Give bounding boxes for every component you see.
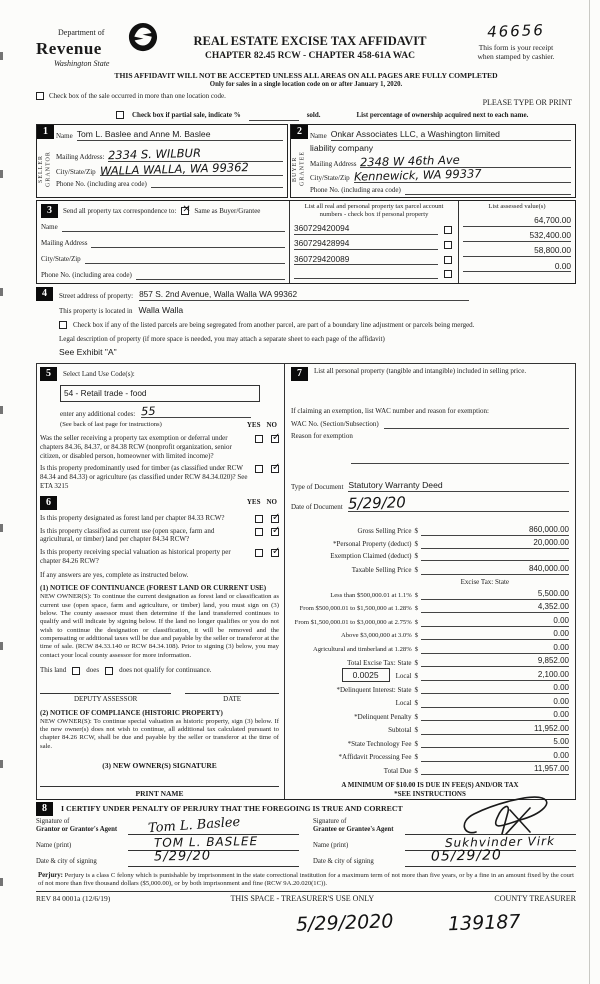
section-3 — [36, 200, 576, 284]
dollar-sign: $ — [414, 726, 418, 734]
grantor-label: GRANTOR — [45, 151, 52, 188]
seller-mailing-value: 2334 S. WILBUR — [108, 145, 202, 163]
treasurer-stamp-date: 5/29/2020 — [295, 910, 394, 937]
form-header — [36, 20, 576, 69]
located-in-value[interactable]: Walla Walla — [138, 305, 184, 316]
land-use-title: Select Land Use Code(s): — [63, 369, 135, 378]
assessed-value: 532,400.00 — [529, 230, 571, 241]
handwritten-receipt-number: 46656 — [486, 20, 546, 42]
grantor-signature-block — [36, 815, 299, 867]
tax-amount-field[interactable] — [421, 552, 569, 562]
type-of-document-label: Type of Document — [291, 483, 344, 492]
dor-logo-block — [36, 20, 164, 69]
tax-row-label: Taxable Selling Price — [351, 565, 412, 574]
partial-sale-row — [116, 111, 576, 121]
buyer-mailing-value: 2348 W 46th Ave — [360, 152, 461, 170]
s3-phone-label: Phone No. (including area code) — [41, 271, 132, 280]
question-row — [40, 464, 279, 490]
s3-mailing-field[interactable] — [91, 238, 285, 248]
please-type-label: PLEASE TYPE OR PRINT — [482, 98, 572, 108]
dollar-sign: $ — [414, 672, 418, 680]
form-title: REAL ESTATE EXCISE TAX AFFIDAVIT — [193, 34, 427, 48]
checkmark-icon: ✓ — [272, 462, 281, 474]
local-rate-box[interactable]: 0.0025 — [342, 668, 390, 682]
washington-state-label: Washington State — [54, 59, 110, 69]
buyer-label: BUYER — [292, 156, 298, 182]
s3-mailing-label: Mailing Address — [41, 239, 88, 248]
additional-codes-label: enter any additional codes: — [60, 409, 136, 418]
dollar-sign: $ — [414, 712, 418, 721]
exemption-note: If claiming an exemption, list WAC number and reason for exemption: — [291, 407, 489, 416]
segregated-checkbox[interactable] — [59, 321, 67, 329]
date-of-document-label: Date of Document — [291, 503, 343, 512]
s5-q1-yes-checkbox[interactable] — [255, 435, 263, 443]
tax-amount-field[interactable]: 0.00 — [421, 710, 569, 721]
date-of-document-value: 5/29/20 — [347, 493, 406, 513]
scan-artifact — [589, 0, 590, 984]
dollar-sign: $ — [414, 540, 418, 549]
parties-band — [36, 124, 576, 198]
tax-row-label: *Delinquent Penalty — [354, 712, 412, 721]
minimum-fee-note: A MINIMUM OF $10.00 IS DUE IN FEE(S) AND/OR TAX — [341, 781, 519, 790]
buyer-mailing-label: Mailing Address — [310, 159, 357, 168]
perjury-text — [36, 871, 576, 893]
treasurer-stamps — [36, 912, 576, 936]
buyer-fields — [308, 125, 575, 197]
assessed-value: 58,800.00 — [534, 245, 571, 256]
multi-location-label: Check box of the sale occurred in more than one location code. — [49, 92, 226, 101]
no-header: NO — [266, 421, 277, 430]
land-use-code-select[interactable]: 54 - Retail trade - food — [60, 385, 260, 401]
seller-label: SELLER — [38, 155, 44, 184]
header-row-1 — [36, 92, 576, 108]
does-not-checkbox[interactable] — [105, 667, 113, 675]
type-of-document-field[interactable] — [348, 480, 569, 492]
tax-amount-field[interactable]: 840,000.00 — [421, 564, 569, 575]
assessed-value-field[interactable] — [463, 245, 571, 257]
grantee-sig-label-1: Signature of — [313, 817, 347, 825]
tax-row-label: *Affidavit Processing Fee — [338, 753, 412, 761]
section-4-number: 4 — [36, 287, 53, 301]
grantor-date-field[interactable] — [128, 848, 299, 867]
this-land-row — [40, 666, 279, 675]
tax-amount-field[interactable]: 11,957.00 — [421, 764, 569, 775]
deputy-date-line[interactable]: DATE — [185, 693, 279, 704]
print-name-heading: PRINT NAME — [135, 789, 184, 799]
seller-name-label: Name — [56, 132, 73, 141]
s5-q1-no-checkbox[interactable] — [271, 432, 281, 444]
street-address-label: Street address of property: — [59, 292, 134, 301]
tax-row-label: Local — [395, 672, 412, 680]
tax-row-label: *Personal Property (deduct) — [332, 540, 412, 549]
tax-row-label: *Delinquent Interest: State — [336, 685, 412, 694]
dollar-sign: $ — [414, 526, 418, 535]
tax-amount-field[interactable]: 11,952.00 — [421, 724, 569, 735]
section-8 — [36, 799, 576, 893]
title-block — [164, 20, 456, 63]
section-1-number: 1 — [37, 125, 54, 139]
checkmark-icon: ✓ — [272, 432, 281, 444]
scan-artifact — [0, 0, 3, 984]
send-correspondence-label: Send all property tax correspondence to: — [63, 206, 177, 215]
does-label: does — [86, 666, 100, 675]
right-column — [285, 364, 575, 799]
personal-property-title: List all personal property (tangible and intangible) included in selling price. — [314, 367, 527, 376]
yes-header: YES — [246, 421, 261, 430]
section-3-left — [37, 201, 289, 283]
revenue-label: Revenue — [36, 39, 102, 58]
buyer-name-value-2: liability company — [310, 142, 374, 153]
receipt-block — [456, 20, 576, 62]
main-columns — [36, 363, 576, 799]
checkmark-icon: ✓ — [272, 546, 281, 558]
grantee-name-value: Sukhvinder Virk — [444, 833, 556, 850]
tax-amount-field[interactable]: 0.00 — [421, 629, 569, 640]
s5-q2-text: Is this property predominantly used for timber (as classified under RCW 84.34 and 84.33) or agriculture (as classified under RCW 84.34.020)? See ETA 3215 — [40, 464, 248, 490]
s6-q2-no-checkbox[interactable] — [271, 524, 281, 536]
parcel-personal-checkbox[interactable] — [444, 256, 452, 264]
grantee-signature-scribble — [446, 792, 566, 841]
tax-amount-field[interactable]: 0.00 — [421, 751, 569, 762]
legal-description-label: Legal description of property (if more space is needed, you may attach a separate sheet to each page of the affidavit) — [59, 334, 385, 343]
dollar-sign: $ — [414, 685, 418, 694]
receipt-note-line2: when stamped by cashier. — [477, 52, 555, 62]
s5-q2-no-checkbox[interactable] — [271, 462, 281, 474]
tax-row-label: *State Technology Fee — [347, 739, 412, 748]
grantor-date-label: Date & city of signing — [36, 858, 97, 866]
perjury-body: Perjury is a class C felony which is punishable by imprisonment in the state correctional institution for a maximum term of not more than five years, or by a fine in an amount fixed by the court of not more than five thousand dollars ($5,000.00), or by both imprisonment and fine (RCW 9A.20.020(1C)). — [38, 871, 574, 888]
see-instructions-note: *SEE INSTRUCTIONS — [394, 790, 466, 798]
perjury-lead: Perjury: — [38, 871, 63, 879]
dollar-sign: $ — [414, 605, 418, 613]
parcel-number-field[interactable] — [294, 269, 438, 279]
section-7-number: 7 — [291, 367, 308, 381]
buyer-side — [291, 125, 308, 197]
s6-q1-text: Is this property designated as forest land per chapter 84.33 RCW? — [40, 513, 225, 522]
seller-city-label: City/State/Zip — [56, 167, 96, 176]
buyer-grantee-label — [292, 143, 307, 195]
partial-sale-suffix: sold. — [306, 111, 321, 120]
tax-row-label: Gross Selling Price — [357, 526, 412, 535]
legal-description-value[interactable]: See Exhibit "A" — [59, 347, 117, 358]
x-mark-icon: ✕ — [182, 204, 191, 216]
tax-amount-field[interactable]: 5.00 — [421, 737, 569, 748]
dollar-sign: $ — [414, 632, 418, 640]
tax-amount-field[interactable]: 4,352.00 — [421, 602, 569, 613]
dollar-sign: $ — [414, 565, 418, 574]
dollar-sign: $ — [414, 658, 418, 667]
parcel-row — [294, 254, 454, 266]
parcel-personal-checkbox[interactable] — [444, 226, 452, 234]
tax-amount-field[interactable]: 860,000.00 — [421, 525, 569, 536]
s6-q1-yes-checkbox[interactable] — [255, 515, 263, 523]
parcel-row — [294, 238, 454, 250]
question-row — [40, 524, 281, 545]
treasurer-space-label: THIS SPACE - TREASURER'S USE ONLY — [230, 894, 375, 904]
no-header: NO — [266, 498, 277, 507]
question-row — [40, 548, 279, 566]
assessed-value-header: List assessed value(s) — [488, 203, 546, 211]
s6-q1-no-checkbox[interactable] — [271, 511, 281, 523]
buyer-phone-label: Phone No. (including area code) — [310, 186, 401, 195]
notice1-title: (1) NOTICE OF CONTINUANCE (FOREST LAND OR CURRENT USE) — [40, 584, 267, 593]
grantee-date-field[interactable] — [405, 847, 576, 867]
receipt-note-line1: This form is your receipt — [478, 42, 554, 52]
dept-of-label: Department of — [58, 28, 105, 37]
certify-statement: I CERTIFY UNDER PENALTY OF PERJURY THAT THE FOREGOING IS TRUE AND CORRECT — [61, 803, 403, 813]
deputy-assessor-row — [40, 693, 279, 704]
tax-row-label: From $1,500,000.01 to $3,000,000 at 2.75% — [294, 618, 412, 626]
rev-number: REV 84 0001a (12/6/19) — [36, 894, 111, 904]
tax-row-label: Subtotal — [388, 726, 412, 734]
parcel-personal-checkbox[interactable] — [444, 241, 452, 249]
same-as-label: Same as Buyer/Grantee — [194, 206, 261, 215]
parcel-number-field[interactable] — [294, 254, 438, 266]
tax-amount-field[interactable]: 2,100.00 — [421, 670, 569, 681]
s3-city-field[interactable] — [85, 254, 285, 264]
this-land-label: This land — [40, 666, 67, 675]
wac-number-label: WAC No. (Section/Subsection) — [291, 420, 379, 429]
tax-row-label: Less than $500,000.01 at 1.1% — [330, 591, 412, 599]
new-owner-signature-line[interactable] — [40, 786, 279, 787]
left-column — [37, 364, 285, 799]
new-owner-signature-heading: (3) NEW OWNER(S) SIGNATURE — [102, 761, 217, 770]
buyer-name-label: Name — [310, 132, 327, 141]
assessed-value-field[interactable] — [463, 261, 571, 273]
dollar-sign: $ — [414, 552, 418, 561]
question-row — [40, 511, 281, 523]
additional-codes-value: 55 — [141, 403, 157, 418]
buyer-name-value-1: Onkar Associates LLC, a Washington limited — [330, 129, 500, 140]
parcel-number: 360729428994 — [294, 238, 350, 249]
form-footer — [36, 894, 576, 904]
tax-amount-field[interactable]: 0.00 — [421, 643, 569, 654]
yes-header: YES — [246, 498, 261, 507]
grantee-date-value: 05/29/20 — [430, 847, 503, 865]
notice1-body: NEW OWNER(S): To continue the current designation as forest land or classification as current use (open space, farm and agriculture, or timber) land, you must sign on (3) below. The county assessor must then determine if the land transferred continues to qualify and will indicate by signing below. If the land no longer qualifies or you do not wish to continue the designation or classification, it will be removed and the compensating or additional taxes will be due and payable by the seller or transferor at the time of sale. (RCW 84.33.140 or RCW 84.34.108). Prior to signing (3) below, you may contact your local county assessor for more information. — [40, 593, 279, 659]
dollar-sign: $ — [414, 699, 418, 707]
tax-amount-field[interactable]: 0.00 — [421, 683, 569, 694]
county-treasurer-label: COUNTY TREASURER — [494, 894, 576, 904]
checkmark-icon: ✓ — [272, 511, 281, 523]
s6-q3-no-checkbox[interactable] — [271, 546, 281, 558]
multi-location-row — [36, 92, 236, 108]
section-2-number: 2 — [291, 125, 308, 139]
see-back-note: (See back of last page for instructions) — [60, 421, 162, 429]
s6-q3-text: Is this property receiving special valuation as historical property per chapter 84.26 RCW? — [40, 548, 231, 565]
segregated-row — [59, 321, 576, 330]
seller-name-value: Tom L. Baslee and Anne M. Baslee — [76, 129, 211, 140]
grantor-signature-value: Tom L. Baslee — [147, 815, 241, 837]
treasurer-receipt-number: 139187 — [448, 911, 522, 936]
dollar-sign: $ — [414, 766, 418, 775]
parcel-personal-checkbox[interactable] — [444, 270, 452, 278]
parcel-row — [294, 223, 454, 235]
parcel-header: List all real and personal property tax parcel account numbers - check box if personal property — [304, 203, 444, 219]
ownership-label: List percentage of ownership acquired next to each name. — [356, 111, 529, 120]
if-any-note: If any answers are yes, complete as instructed below. — [40, 570, 189, 579]
dollar-sign: $ — [414, 739, 418, 748]
section-8-number: 8 — [36, 802, 53, 816]
warning-text: THIS AFFIDAVIT WILL NOT BE ACCEPTED UNLESS ALL AREAS ON ALL PAGES ARE FULLY COMPLETED — [114, 71, 498, 81]
grantee-name-label: Name (print) — [313, 842, 349, 850]
s6-q2-yes-checkbox[interactable] — [255, 528, 263, 536]
tax-amount-field[interactable]: 20,000.00 — [421, 538, 569, 549]
buyer-box — [290, 124, 576, 198]
tax-computation — [291, 522, 569, 799]
seller-city-value: WALLA WALLA, WA 99362 — [99, 159, 249, 178]
does-checkbox[interactable] — [72, 667, 80, 675]
notice2-body: NEW OWNER(S): To continue special valuation as historic property, sign (3) below. If the new owner(s) does not wish to continue, all additional tax calculated pursuant to chapter 84.26 RCW, shall be due and payable by the seller or transferor at the time of sale. — [40, 717, 279, 750]
grantee-sig-label-2: Grantee or Grantee's Agent — [313, 826, 394, 834]
dollar-sign: $ — [414, 753, 418, 761]
deputy-assessor-signature-line[interactable]: DEPUTY ASSESSOR — [40, 693, 171, 704]
reason-exemption-label: Reason for exemption — [291, 431, 353, 440]
seller-fields — [54, 125, 287, 197]
seller-side — [37, 125, 54, 197]
tax-row-label: Total Due — [383, 766, 412, 775]
single-location-note: Only for sales in a single location code on or after January 1, 2020. — [209, 80, 403, 88]
notice2-title: (2) NOTICE OF COMPLIANCE (HISTORIC PROPERTY) — [40, 708, 223, 717]
tax-amount-field[interactable]: 0.00 — [421, 616, 569, 627]
tax-amount-field[interactable]: 5,500.00 — [421, 589, 569, 600]
grantor-sig-label-1: Signature of — [36, 817, 70, 825]
parcel-number-field[interactable] — [294, 238, 438, 250]
buyer-city-value: Kennewick, WA 99337 — [353, 166, 482, 185]
located-in-label: This property is located in — [59, 307, 133, 316]
seller-grantor-label — [38, 143, 53, 195]
parcel-number: 360729420094 — [294, 223, 350, 234]
partial-sale-percent-field[interactable] — [249, 111, 299, 121]
section-4 — [36, 287, 576, 358]
parcel-column — [289, 201, 459, 283]
partial-sale-checkbox[interactable] — [116, 111, 124, 119]
assessed-value-column — [459, 201, 575, 283]
tax-row-label: Agricultural and timberland at 1.28% — [313, 645, 412, 653]
excise-tax-state-header: Excise Tax: State — [460, 577, 509, 586]
tax-amount-field[interactable]: 9,852.00 — [421, 656, 569, 667]
affidavit-form — [36, 20, 576, 936]
s5-q2-yes-checkbox[interactable] — [255, 465, 263, 473]
buyer-name-field[interactable] — [331, 129, 571, 141]
seller-city-field[interactable] — [99, 159, 283, 178]
assessed-value: 0.00 — [554, 260, 571, 271]
grantee-label: GRANTEE — [299, 151, 306, 187]
grantor-name-label: Name (print) — [36, 842, 72, 850]
parcel-number-field[interactable] — [294, 223, 438, 235]
dollar-sign: $ — [414, 618, 418, 626]
seller-box — [36, 124, 288, 198]
tax-row-label: Exemption Claimed (deduct) — [330, 552, 412, 561]
assessed-value: 64,700.00 — [534, 214, 571, 225]
street-address-value: 857 S. 2nd Avenue, Walla Walla WA 99362 — [139, 289, 298, 300]
grantor-date-value: 5/29/20 — [153, 848, 212, 865]
multi-location-checkbox[interactable] — [36, 92, 44, 100]
s5-q1-text: Was the seller receiving a property tax exemption or deferral under chapters 84.36, 84.37, or 84.38 RCW (nonprofit organization, senior citizen, or disabled person, homeowner with limited income)? — [40, 434, 232, 460]
seller-phone-field[interactable] — [151, 178, 283, 188]
tax-row-label: Total Excise Tax: State — [347, 658, 412, 667]
seller-name-field[interactable] — [77, 129, 283, 141]
reason-exemption-field[interactable] — [351, 447, 569, 465]
dollar-sign: $ — [414, 645, 418, 653]
date-of-document-field[interactable] — [347, 493, 569, 513]
s3-phone-field[interactable] — [136, 270, 285, 280]
form-chapter: CHAPTER 82.45 RCW - CHAPTER 458-61A WAC — [205, 50, 415, 61]
street-address-field[interactable] — [139, 289, 469, 301]
dollar-sign: $ — [414, 591, 418, 599]
s3-name-field[interactable] — [62, 222, 285, 232]
buyer-phone-field[interactable] — [405, 185, 571, 195]
grantee-date-label: Date & city of signing — [313, 858, 374, 866]
buyer-city-field[interactable] — [353, 166, 571, 185]
assessed-value-field[interactable] — [463, 230, 571, 242]
type-of-document-value: Statutory Warranty Deed — [348, 480, 443, 491]
s6-q3-yes-checkbox[interactable] — [255, 549, 263, 557]
segregated-label: Check box if any of the listed parcels are being segregated from another parcel, are part of a boundary line adjustment or parcels being merged. — [73, 320, 475, 329]
grantor-sig-label-2: Grantor or Grantor's Agent — [36, 826, 118, 834]
parcel-number: 360729420089 — [294, 253, 350, 264]
s3-name-label: Name — [41, 223, 58, 232]
grantor-name-value: TOM L. BASLEE — [153, 833, 259, 850]
assessed-value-field[interactable] — [463, 215, 571, 227]
partial-sale-label: Check box if partial sale, indicate % — [132, 111, 241, 120]
parcel-row — [294, 269, 454, 279]
section-3-number: 3 — [41, 204, 58, 218]
tax-amount-field[interactable]: 0.00 — [421, 697, 569, 708]
does-not-label: does not qualify for continuance. — [119, 666, 212, 675]
tax-row-label: From $500,000.01 to $1,500,000 at 1.28% — [299, 605, 412, 613]
tax-row-label: Local — [395, 699, 412, 707]
seller-mailing-label: Mailing Address: — [56, 152, 105, 161]
grantee-signature-block — [313, 818, 576, 867]
grantor-signature-field[interactable] — [128, 815, 299, 837]
wac-number-field[interactable] — [384, 419, 569, 429]
same-as-checkbox[interactable] — [181, 204, 191, 216]
additional-codes-field[interactable] — [141, 403, 251, 419]
section-5-number: 5 — [40, 367, 57, 381]
s3-city-label: City/State/Zip — [41, 255, 81, 264]
section-6-number: 6 — [40, 496, 57, 510]
tax-row-label: Above $3,000,000 at 3.0% — [341, 632, 412, 640]
seller-mailing-field[interactable] — [108, 145, 283, 163]
question-row — [40, 434, 279, 460]
s6-q2-text: Is this property classified as current use (open space, farm and agricultural, or timber) land per chapter 84.34 RCW? — [40, 526, 215, 544]
dor-swirl-logo-icon — [128, 22, 158, 52]
buyer-city-label: City/State/Zip — [310, 174, 350, 183]
checkmark-icon: ✓ — [272, 524, 281, 536]
seller-phone-label: Phone No. (including area code) — [56, 179, 147, 188]
